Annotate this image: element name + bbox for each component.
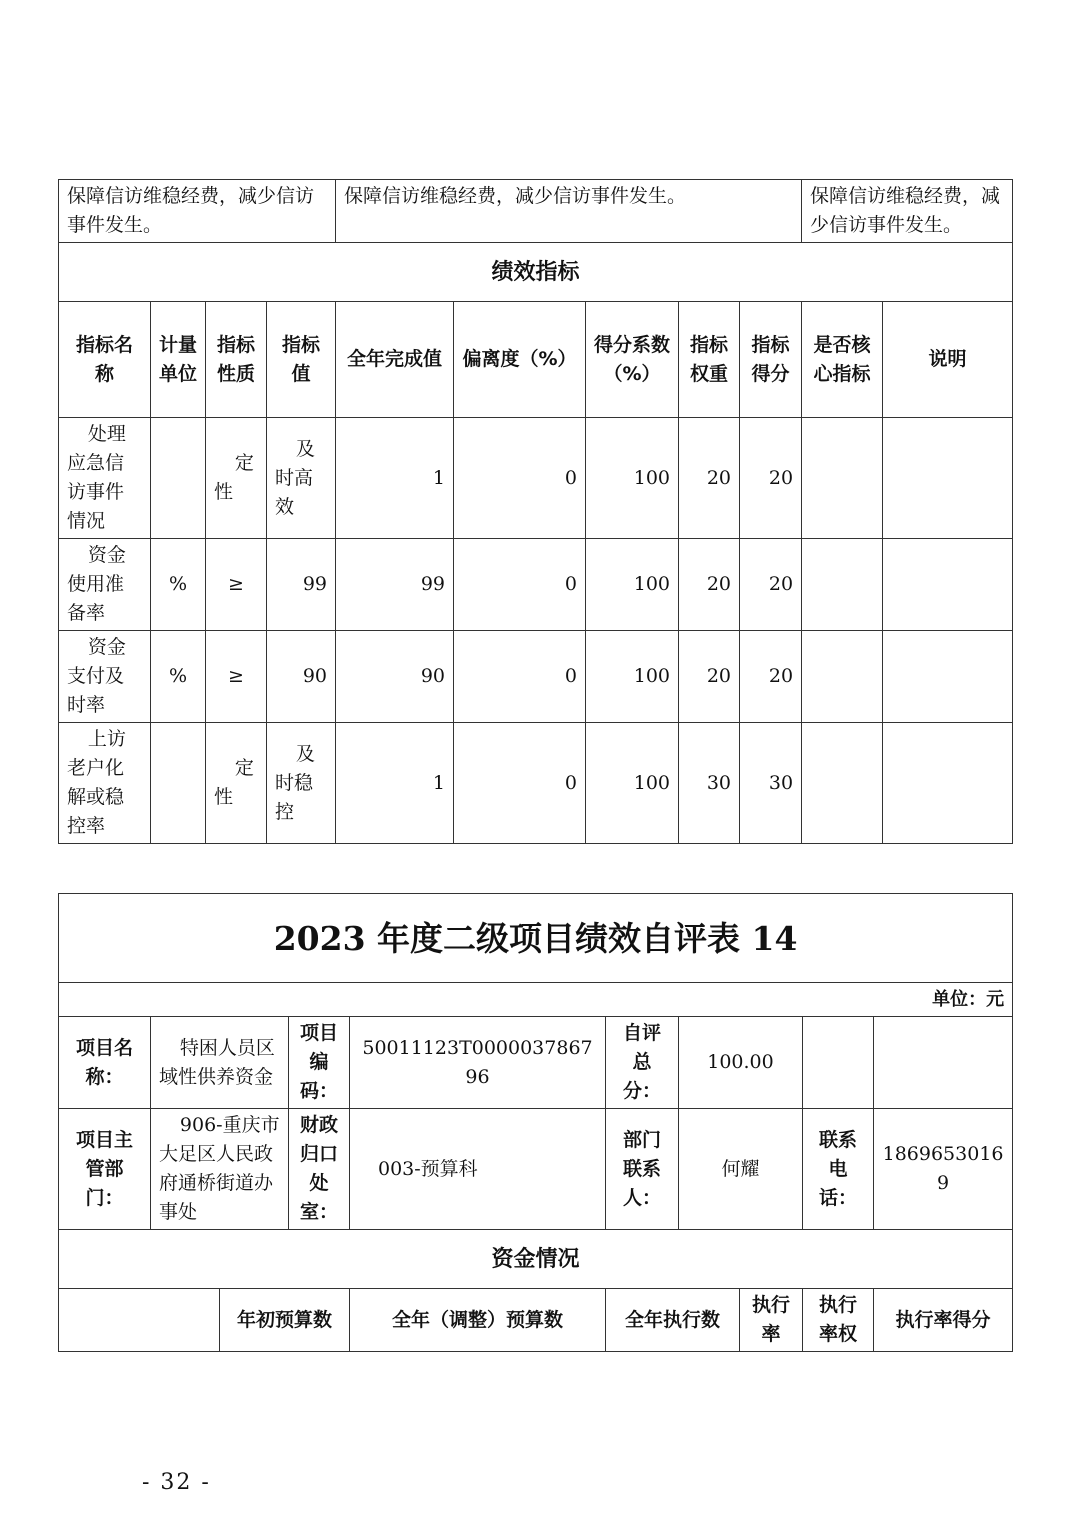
row-actual: 90: [336, 631, 454, 723]
row-name: 资金使用准备率: [59, 539, 151, 631]
row-nature: 定性: [206, 723, 267, 844]
phone-label: 联系电话：: [803, 1109, 874, 1230]
row-unit: %: [151, 539, 206, 631]
row-deviation: 0: [454, 418, 586, 539]
row-deviation: 0: [454, 631, 586, 723]
unit-label: 单位：元: [59, 983, 1013, 1017]
header-unit: 计量单位: [151, 302, 206, 418]
funds-header-rate: 执行率: [740, 1289, 803, 1352]
header-weight: 指标权重: [679, 302, 740, 418]
empty-cell: [803, 1017, 874, 1109]
table-row: [59, 723, 1013, 844]
self-evaluation-form-14: [58, 893, 1013, 1352]
row-score: 20: [740, 631, 802, 723]
header-deviation: 偏离度（%）: [454, 302, 586, 418]
finance-label: 财政归口处室：: [289, 1109, 350, 1230]
row-nature: ≥: [206, 539, 267, 631]
row-value: 99: [267, 539, 336, 631]
row-deviation: 0: [454, 723, 586, 844]
table-row: [59, 631, 1013, 723]
goal-cell-2: 保障信访维稳经费，减少信访事件发生。: [336, 180, 802, 243]
empty-cell: [59, 1289, 220, 1352]
row-note: [883, 631, 1013, 723]
dept-label: 项目主管部门：: [59, 1109, 151, 1230]
row-actual: 99: [336, 539, 454, 631]
project-code-label: 项目编码：: [289, 1017, 350, 1109]
row-coef: 100: [586, 539, 679, 631]
unit-row: [59, 983, 1013, 1017]
self-score-label: 自评总分：: [606, 1017, 679, 1109]
project-code: 50011123T000003786796: [350, 1017, 606, 1109]
dept: 906-重庆市大足区人民政府通桥街道办事处: [151, 1109, 289, 1230]
row-core: [802, 418, 883, 539]
row-note: [883, 723, 1013, 844]
row-value: 及时高效: [267, 418, 336, 539]
section-row: [59, 243, 1013, 302]
title-row: [59, 894, 1013, 983]
header-nature: 指标性质: [206, 302, 267, 418]
header-score: 指标得分: [740, 302, 802, 418]
row-name: 上访老户化解或稳控率: [59, 723, 151, 844]
row-note: [883, 539, 1013, 631]
header-name: 指标名称: [59, 302, 151, 418]
project-row: [59, 1017, 1013, 1109]
finance: 003-预算科: [350, 1109, 606, 1230]
header-core: 是否核心指标: [802, 302, 883, 418]
row-coef: 100: [586, 418, 679, 539]
funds-header-row: [59, 1289, 1013, 1352]
row-unit: [151, 418, 206, 539]
row-value: 90: [267, 631, 336, 723]
header-note: 说明: [883, 302, 1013, 418]
row-core: [802, 539, 883, 631]
form-title: 2023 年度二级项目绩效自评表 14: [59, 894, 1013, 983]
self-score: 100.00: [679, 1017, 803, 1109]
row-weight: 30: [679, 723, 740, 844]
funds-header-rate-weight: 执行率权: [803, 1289, 874, 1352]
row-name: 资金支付及时率: [59, 631, 151, 723]
funds-header-adjusted: 全年（调整）预算数: [350, 1289, 606, 1352]
page-number: - 32 -: [142, 1470, 211, 1495]
goal-cell-3: 保障信访维稳经费，减少信访事件发生。: [802, 180, 1013, 243]
row-actual: 1: [336, 723, 454, 844]
row-name: 处理应急信访事件情况: [59, 418, 151, 539]
row-coef: 100: [586, 631, 679, 723]
row-unit: %: [151, 631, 206, 723]
project-name-label: 项目名称：: [59, 1017, 151, 1109]
row-score: 20: [740, 539, 802, 631]
header-value: 指标值: [267, 302, 336, 418]
dept-row: [59, 1109, 1013, 1230]
goal-cell-1: 保障信访维稳经费，减少信访事件发生。: [59, 180, 336, 243]
funds-header-executed: 全年执行数: [606, 1289, 740, 1352]
funds-header-initial: 年初预算数: [220, 1289, 350, 1352]
performance-table: [58, 179, 1013, 844]
row-actual: 1: [336, 418, 454, 539]
row-nature: ≥: [206, 631, 267, 723]
section-title: 绩效指标: [59, 243, 1013, 302]
empty-cell: [874, 1017, 1013, 1109]
header-actual: 全年完成值: [336, 302, 454, 418]
row-value: 及时稳控: [267, 723, 336, 844]
row-score: 20: [740, 418, 802, 539]
funds-section-row: [59, 1230, 1013, 1289]
row-unit: [151, 723, 206, 844]
row-score: 30: [740, 723, 802, 844]
contact-label: 部门联系人：: [606, 1109, 679, 1230]
row-weight: 20: [679, 631, 740, 723]
row-nature: 定性: [206, 418, 267, 539]
goals-row: [59, 180, 1013, 243]
row-note: [883, 418, 1013, 539]
funds-header-rate-score: 执行率得分: [874, 1289, 1013, 1352]
phone: 18696530169: [874, 1109, 1013, 1230]
table-row: [59, 418, 1013, 539]
table-row: [59, 539, 1013, 631]
row-core: [802, 631, 883, 723]
row-core: [802, 723, 883, 844]
funds-title: 资金情况: [59, 1230, 1013, 1289]
header-row: [59, 302, 1013, 418]
contact: 何耀: [679, 1109, 803, 1230]
header-coef: 得分系数（%）: [586, 302, 679, 418]
row-weight: 20: [679, 539, 740, 631]
row-deviation: 0: [454, 539, 586, 631]
row-coef: 100: [586, 723, 679, 844]
row-weight: 20: [679, 418, 740, 539]
project-name: 特困人员区域性供养资金: [151, 1017, 289, 1109]
